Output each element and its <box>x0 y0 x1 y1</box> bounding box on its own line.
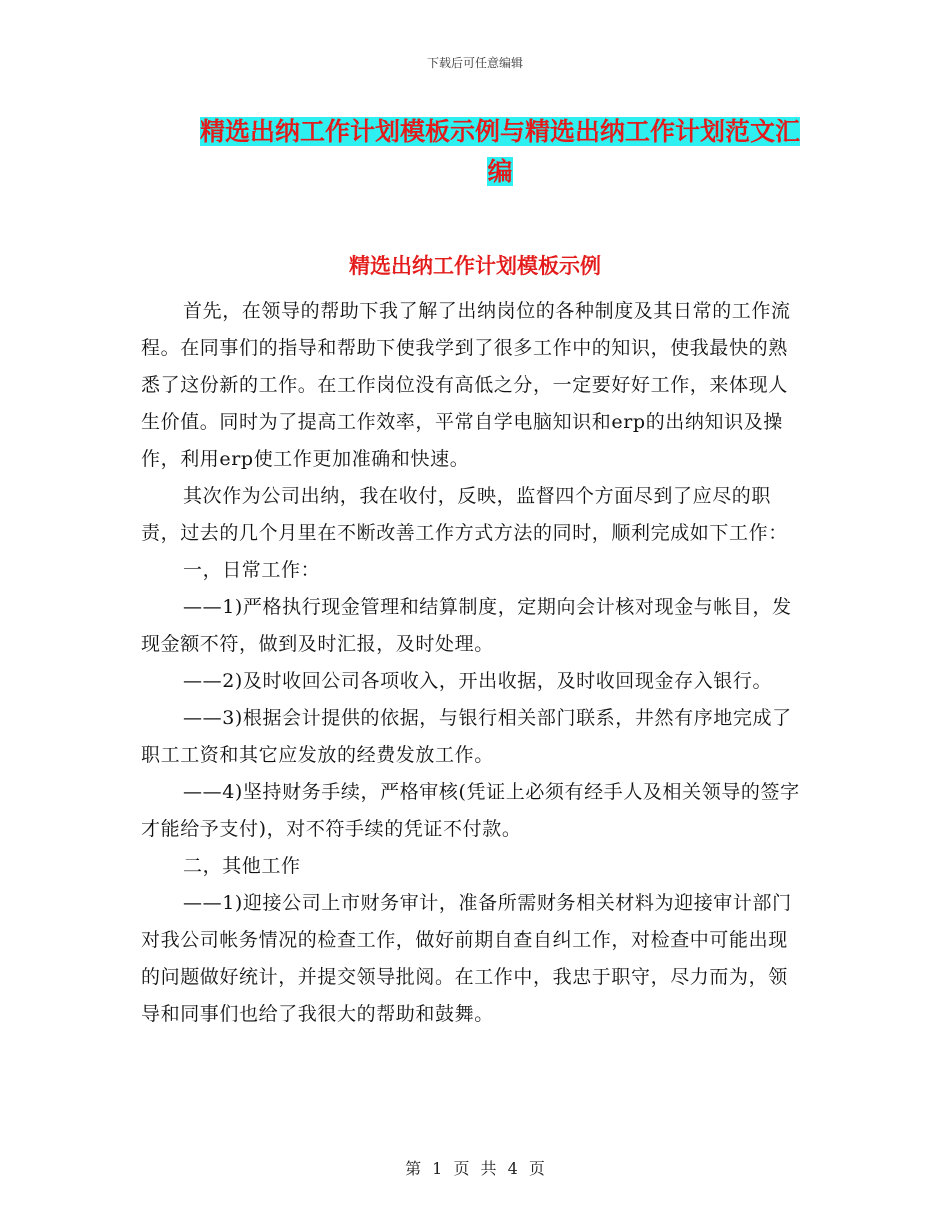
paragraph: 二，其他工作 <box>183 855 301 877</box>
paragraph: ——1)严格执行现金管理和结算制度，定期向会计核对现金与帐目，发现金额不符，做到及时汇报，及时处理。 <box>141 596 792 655</box>
page-footer: 第 1 页 共 4 页 <box>405 1159 545 1178</box>
document-body <box>141 293 807 1033</box>
paragraph: ——3)根据会计提供的依据，与银行相关部门联系，井然有序地完成了职工工资和其它应发放的经费发放工作。 <box>141 707 792 766</box>
paragraph: 一，日常工作： <box>183 559 321 581</box>
paragraph: ——1)迎接公司上市财务审计，准备所需财务相关材料为迎接审计部门对我公司帐务情况的检查工作，做好前期自查自纠工作，对检查中可能出现的问题做好统计，并提交领导批阅。在工作中，我忠于职守，尽力而为，领导和同事们也给了我很大的帮助和鼓舞。 <box>141 892 792 1025</box>
document-title-text: 精选出纳工作计划模板示例与精选出纳工作计划范文汇编 <box>199 117 800 186</box>
document-title <box>190 112 810 192</box>
paragraph: 其次作为公司出纳，我在收付，反映，监督四个方面尽到了应尽的职责，过去的几个月里在不断改善工作方式方法的同时，顺利完成如下工作： <box>141 485 788 544</box>
header-note: 下载后可任意编辑 <box>426 56 523 70</box>
paragraph: ——2)及时收回公司各项收入，开出收据，及时收回现金存入银行。 <box>183 670 773 692</box>
paragraph: 首先，在领导的帮助下我了解了出纳岗位的各种制度及其日常的工作流程。在同事们的指导和帮助下使我学到了很多工作中的知识，使我最快的熟悉了这份新的工作。在工作岗位没有高低之分，一定要好好工作，来体现人生价值。同时为了提高工作效率，平常自学电脑知识和erp的出纳知识及操作，利用erp使工作更加准确和快速。 <box>141 300 791 470</box>
paragraph: ——4)坚持财务手续，严格审核(凭证上必须有经手人及相关领导的签字才能给予支付)，对不符手续的凭证不付款。 <box>141 781 800 840</box>
section-title: 精选出纳工作计划模板示例 <box>349 254 601 278</box>
